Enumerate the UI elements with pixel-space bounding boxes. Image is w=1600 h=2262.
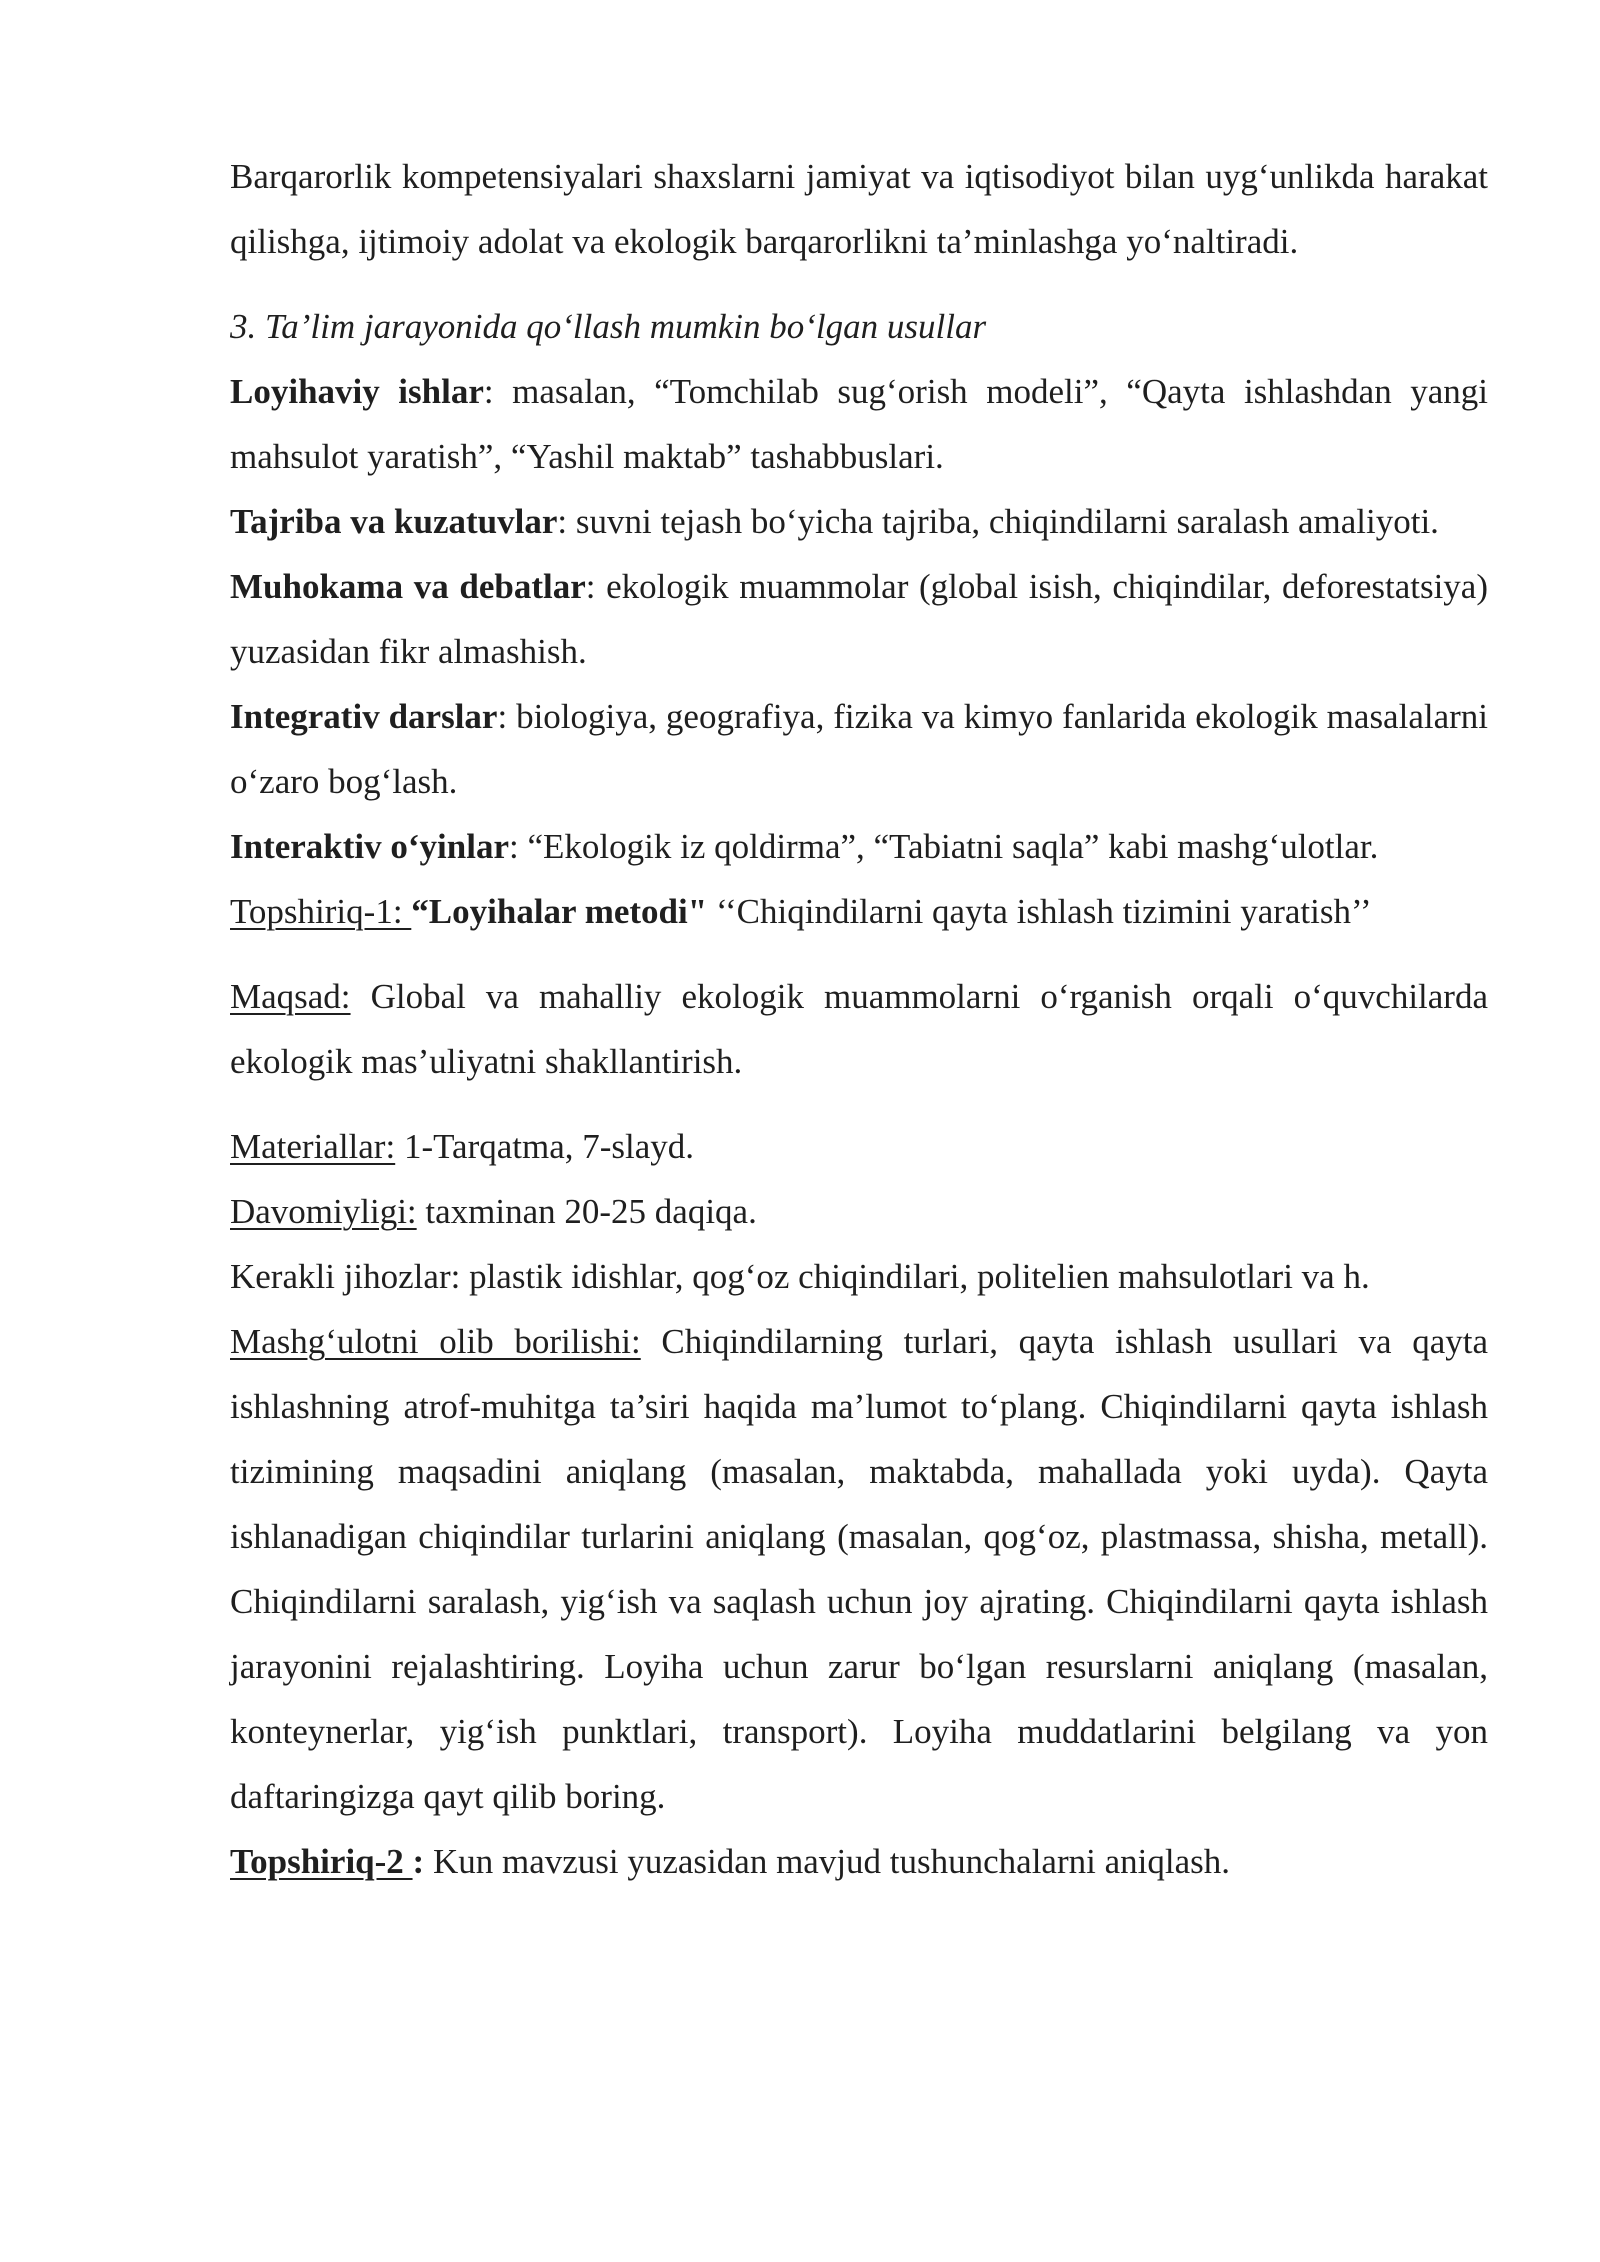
task1-title: ‘‘Chiqindilarni qayta ishlash tizimini yaratish’’ — [707, 892, 1372, 931]
goal-label: Maqsad: — [230, 977, 351, 1016]
task2-text: Kun mavzusi yuzasidan mavjud tushunchalarni aniqlash. — [424, 1842, 1230, 1881]
duration-text: taxminan 20-25 daqiqa. — [416, 1192, 757, 1231]
task2-line — [230, 1829, 1488, 1894]
procedure-text: Chiqindilarning turlari, qayta ishlash usullari va qayta ishlashning atrof-muhitga ta’siri haqida ma’lumot to‘plang. Chiqindilarni qayta ishlash tizimining maqsadini aniqlang (masalan, maktabda, mahallada yoki uyda). Qayta ishlanadigan chiqindilar turlarini aniqlang (masalan, qog‘oz, plastmassa, shisha, metall). Chiqindilarni saralash, yig‘ish va saqlash uchun joy ajrating. Chiqindilarni qayta ishlash jarayonini rejalashtiring. Loyiha uchun zarur bo‘lgan resurslarni aniqlang (masalan, konteynerlar, yig‘ish punktlari, transport). Loyiha muddatlarini belgilang va yon daftaringizga qayt qilib boring. — [230, 1322, 1488, 1816]
method-text: : “Ekologik iz qoldirma”, “Tabiatni saqla” kabi mashg‘ulotlar. — [509, 827, 1379, 866]
equipment-line: Kerakli jihozlar: plastik idishlar, qog‘oz chiqindilari, politelien mahsulotlari va h. — [230, 1257, 1370, 1296]
method-term: Interaktiv o‘yinlar — [230, 827, 510, 866]
procedure-label: Mashg‘ulotni olib borilishi: — [230, 1322, 641, 1361]
section-heading: 3. Ta’lim jarayonida qo‘llash mumkin bo‘lgan usullar — [230, 307, 987, 346]
task1-label: Topshiriq-1: — [230, 892, 412, 931]
task1-heading — [230, 879, 1488, 944]
method-text: : masalan, “Tomchilab sug‘orish modeli”, “Qayta ishlashdan yangi mahsulot yaratish”, “Yashil maktab” tashabbuslari. — [230, 372, 1489, 476]
task1-method: “Loyihalar metodi" — [411, 892, 708, 931]
method-term: Muhokama va debatlar — [230, 567, 586, 606]
task2-label: Topshiriq-2 — [230, 1842, 413, 1881]
task2-colon: : — [412, 1842, 425, 1881]
method-text: : suvni tejash bo‘yicha tajriba, chiqindilarni saralash amaliyoti. — [557, 502, 1439, 541]
method-term: Loyihaviy ishlar — [230, 372, 484, 411]
materials-line — [230, 1114, 1488, 1179]
method-term: Tajriba va kuzatuvlar — [230, 502, 558, 541]
method-tajriba — [230, 489, 1488, 554]
method-interaktiv — [230, 814, 1488, 879]
duration-label: Davomiyligi: — [230, 1192, 417, 1231]
document-page — [230, 144, 1488, 1894]
method-text: : biologiya, geografiya, fizika va kimyo fanlarida ekologik masalalarni o‘zaro bog‘lash. — [230, 697, 1488, 801]
method-loyihaviy — [230, 359, 1488, 489]
method-muhokama — [230, 554, 1488, 684]
method-integrativ — [230, 684, 1488, 814]
method-term: Integrativ darslar — [230, 697, 498, 736]
intro-paragraph: Barqarorlik kompetensiyalari shaxslarni jamiyat va iqtisodiyot bilan uyg‘unlikda harakat qilishga, ijtimoiy adolat va ekologik barqarorlikni ta’minlashga yo‘naltiradi. — [230, 157, 1488, 261]
method-text: : ekologik muammolar (global isish, chiqindilar, deforestatsiya) yuzasidan fikr almashish. — [230, 567, 1488, 671]
materials-label: Materiallar: — [230, 1127, 396, 1166]
goal-text: Global va mahalliy ekologik muammolarni o‘rganish orqali o‘quvchilarda ekologik mas’uliyatni shakllantirish. — [230, 977, 1488, 1081]
duration-line — [230, 1179, 1488, 1244]
materials-text: 1-Tarqatma, 7-slayd. — [395, 1127, 695, 1166]
goal-paragraph — [230, 964, 1488, 1094]
procedure-paragraph — [230, 1309, 1488, 1829]
